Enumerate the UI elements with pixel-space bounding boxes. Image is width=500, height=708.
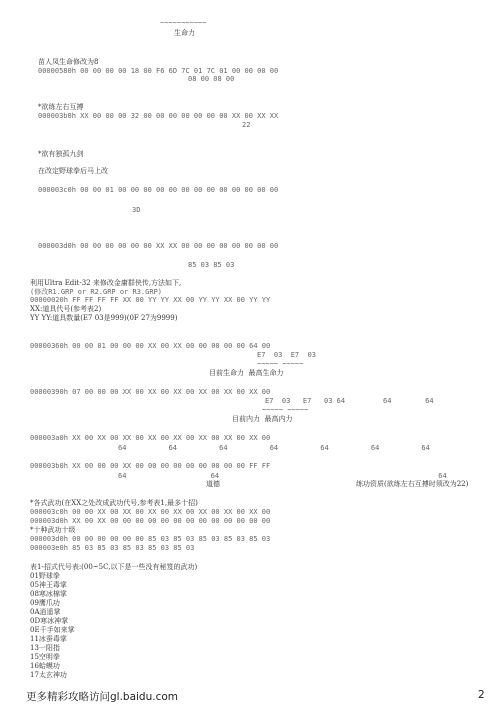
label-life: 目前生命力 最高生命力 <box>209 369 284 377</box>
line-zuoyou: *欲练左右互搏 <box>38 103 84 111</box>
hex-360: 00000360h 00 00 01 00 00 00 XX 00 XX 00 00 00 00 00 64 00 <box>30 342 271 350</box>
line-yy-amount: YY YY:道具数量(E7 03是999)(0F 27为9999) <box>30 314 178 322</box>
list-item: 13一阳指 <box>30 644 60 652</box>
hex-3b0-b: 000003b0h XX 00 00 00 XX 00 00 00 00 00 00 00 00 00 FF FF <box>30 462 271 470</box>
hex-3c0: 000003c0h 00 00 01 00 00 00 00 00 00 00 00 00 00 00 00 00 <box>38 186 279 194</box>
hex-3c0-note: 3D <box>132 206 141 214</box>
list-item: 08寒冰棉掌 <box>30 590 67 598</box>
line-miao-life: 苗人凤生命修改为8 <box>38 58 99 66</box>
hex-360-tilde: ~~~~~ ~~~~~ <box>257 360 304 368</box>
hex-390: 00000390h 07 00 00 00 XX 00 XX 00 XX 00 XX 00 XX 00 XX 00 <box>30 388 271 396</box>
hex-3d0-c: 000003d0h 00 00 00 00 00 00 85 03 85 03 85 03 85 03 85 03 <box>30 535 271 543</box>
hex-390-tilde: ~~~~~ ~~~~~ <box>262 406 309 414</box>
hex-580-note: 08 00 08 00 <box>188 75 235 83</box>
list-item: 0A逍遥掌 <box>30 608 61 616</box>
hex-3d0-note: 85 03 85 03 <box>188 261 235 269</box>
line-dugu: *欲有独孤九剑 <box>38 150 84 158</box>
line-grp: (修改R1.GRP or R2.GRP or R3.GRP) <box>30 288 163 296</box>
hex-3b0: 000003b0h XX 00 00 00 32 00 00 00 00 00 00 00 XX 00 XX XX <box>38 112 279 120</box>
heading-life: 生命力 <box>174 29 195 37</box>
line-ten-levels: *十种武功十级 <box>30 526 76 534</box>
hex-3d0: 000003d0h 00 00 00 00 00 00 XX XX 00 00 00 00 00 00 00 00 <box>38 242 279 250</box>
line-modify-after: 在改定野球拳后马上改 <box>38 167 108 175</box>
list-item: 0E千手如来掌 <box>30 626 75 634</box>
line-ultraedit: 利用Ultra Edit-32 来修改金庸群侠传,方法如下, <box>30 279 182 287</box>
label-neili: 目前内力 最高内力 <box>232 415 293 423</box>
list-item: 09鹰爪功 <box>30 599 60 607</box>
hex-3b0-note: 22 <box>242 121 251 129</box>
hex-580: 00000580h 00 00 00 00 18 00 F6 6D 7C 01 7C 01 00 00 00 00 <box>38 67 279 75</box>
list-item: 0D寒冰神掌 <box>30 617 69 625</box>
list-item: 15空明拳 <box>30 653 60 661</box>
hex-390-note: E7 03 E7 03 64 64 64 <box>265 397 434 405</box>
footer-link-text: 更多精彩攻略访问gl.baidu.com <box>26 691 179 703</box>
table1-title: 表1-招式代号表:(00~5C,以下是一些没有秘笈的武功) <box>30 563 198 571</box>
list-item: 16蛤蟆功 <box>30 662 60 670</box>
hex-360-note: E7 03 E7 03 <box>257 351 317 359</box>
line-martial: *各式武功(在XX之处改成武功代号,参考表1,最多十招) <box>30 499 198 507</box>
hex-020: 00000020h FF FF FF FF XX 00 YY YY XX 00 YY YY XX 00 YY YY <box>30 296 271 304</box>
line-tilde: ~~~~~~~~~~~ <box>160 19 207 27</box>
line-xx-item: XX:道具代号(参考表2) <box>30 305 102 313</box>
page-number: 2 <box>478 689 485 701</box>
list-item: 05神王毒掌 <box>30 581 67 589</box>
hex-3a0: 000003a0h XX 00 XX 00 XX 00 XX 00 XX 00 XX 00 XX 00 XX 00 <box>30 434 271 442</box>
hex-3b0-b-note: 64 64 64 <box>118 472 447 480</box>
hex-3d0-b: 000003d0h XX 00 XX 00 00 00 00 00 00 00 00 00 00 00 00 00 <box>30 517 271 525</box>
label-moral: 道德 <box>206 480 220 488</box>
hex-3a0-note: 64 64 64 64 64 64 64 <box>118 444 430 452</box>
hex-3e0: 000003e0h 85 03 85 03 85 03 85 03 85 03 <box>30 544 195 552</box>
list-item: 17太玄神功 <box>30 671 67 679</box>
hex-3c0-b: 000003c0h 00 00 XX 00 XX 00 XX 00 XX 00 XX 00 XX 00 XX 00 <box>30 508 271 516</box>
list-item: 11冰蚕毒掌 <box>30 635 67 643</box>
label-aptitude: 练功资质(欲练左右互搏时须改为22) <box>356 480 469 488</box>
list-item: 01野球拳 <box>30 572 60 580</box>
